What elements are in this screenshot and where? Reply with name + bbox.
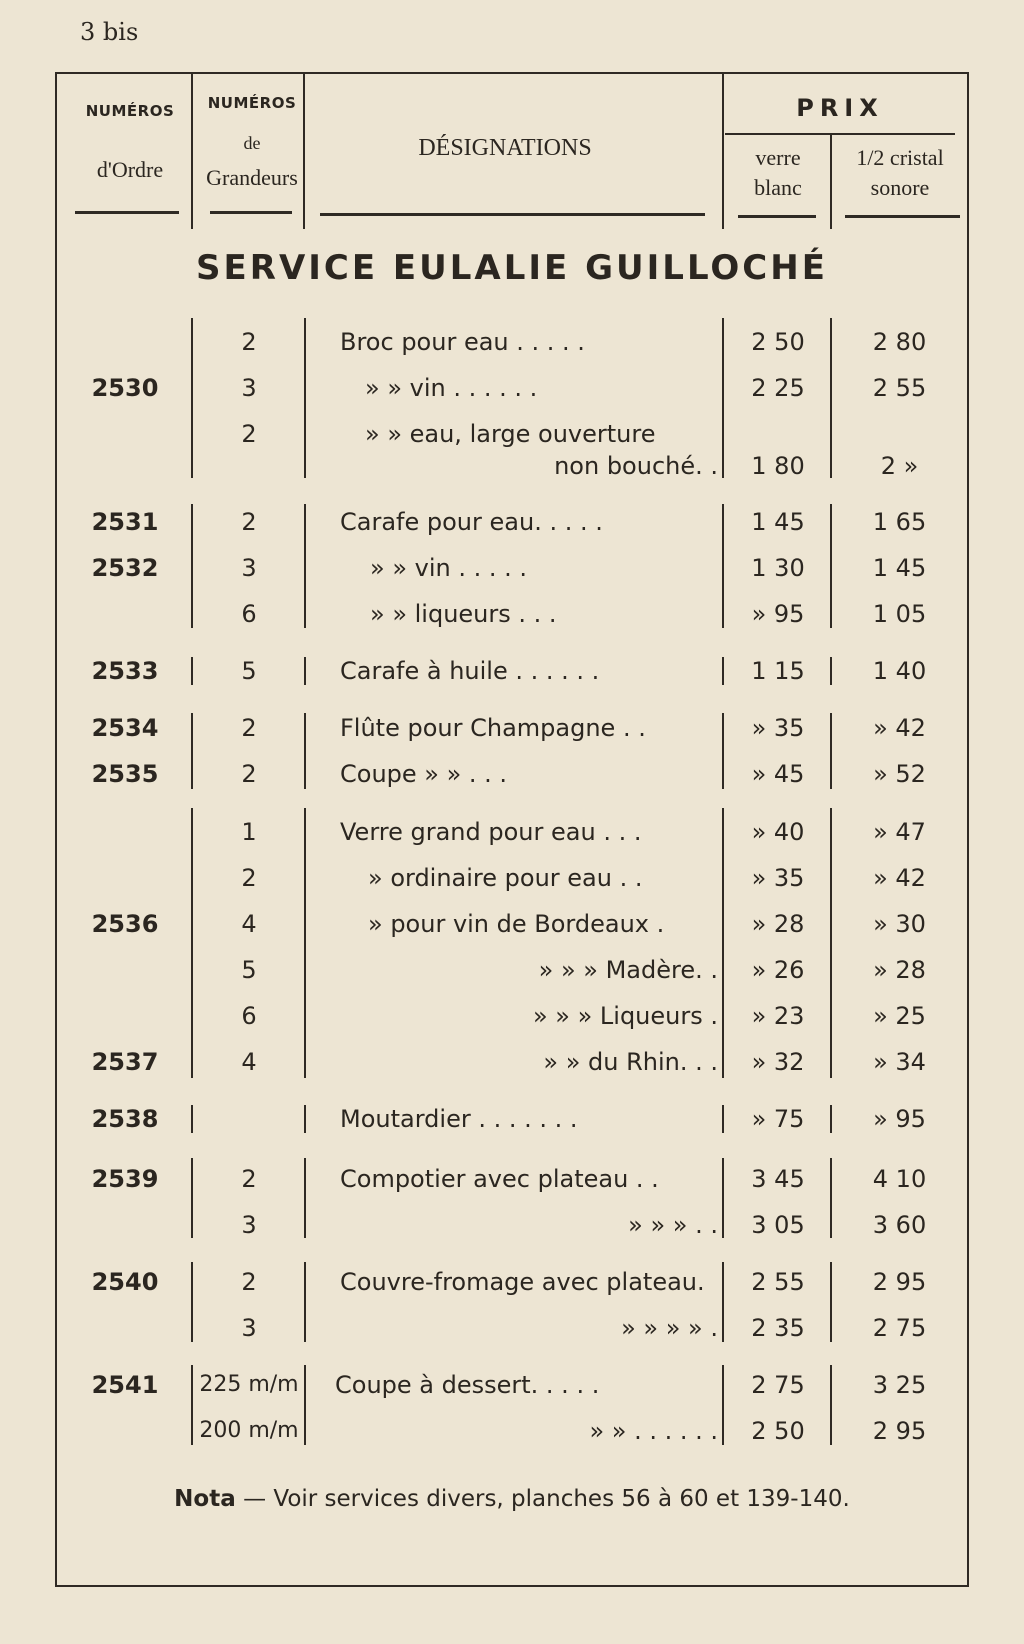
size-number: 225 m/m	[199, 1372, 299, 1397]
price-verre-blanc: » 35	[751, 864, 805, 892]
designation: » » liqueurs . . .	[370, 600, 557, 628]
designation: non bouché. .	[554, 452, 718, 480]
table-row	[0, 1363, 1024, 1407]
price-verre-blanc: » 45	[751, 760, 805, 788]
order-number: 2537	[91, 1048, 159, 1076]
size-number	[193, 1097, 305, 1141]
header-ordre-1: NUMÉROS	[85, 102, 175, 120]
price-verre-blanc: 1 30	[751, 554, 805, 582]
price-demi-cristal: 1 40	[872, 657, 927, 685]
price-verre-blanc: 1 80	[751, 452, 805, 480]
price-verre-blanc: » 95	[751, 600, 805, 628]
order-number	[55, 1306, 195, 1350]
designation: » » » Madère. .	[538, 956, 718, 984]
table-row	[0, 649, 1024, 693]
price-demi-cristal: 1 65	[872, 508, 927, 536]
price-verre-blanc: 1 45	[751, 508, 805, 536]
table-row	[0, 1260, 1024, 1304]
designation: » » du Rhin. . .	[543, 1048, 718, 1076]
price-verre-blanc: 3 45	[751, 1165, 805, 1193]
order-number	[55, 592, 195, 636]
table-row	[0, 1040, 1024, 1084]
price-verre-blanc: » 28	[751, 910, 805, 938]
header-prix: PRIX	[796, 94, 884, 122]
header-col-divider	[722, 74, 724, 229]
price-demi-cristal: 2 95	[872, 1268, 927, 1296]
size-number: 3	[241, 1211, 257, 1239]
order-number: 2532	[91, 554, 159, 582]
designation: » » » » .	[621, 1314, 718, 1342]
order-number	[55, 1409, 195, 1453]
table-row	[0, 902, 1024, 946]
order-number: 2536	[91, 910, 159, 938]
price-demi-cristal: » 30	[873, 910, 926, 938]
size-number: 2	[241, 508, 257, 536]
designation: Coupe » » . . .	[340, 760, 508, 788]
header-cristal-2: sonore	[870, 175, 930, 200]
price-demi-cristal: » 25	[873, 1002, 926, 1030]
table-row	[0, 810, 1024, 854]
header-underline	[320, 213, 705, 216]
size-number	[193, 444, 305, 488]
price-verre-blanc: » 35	[751, 714, 805, 742]
header-verre-1: verre	[755, 145, 801, 170]
price-verre-blanc: 2 35	[751, 1314, 805, 1342]
nota-text: — Voir services divers, planches 56 à 60 et 139-140.	[243, 1486, 850, 1512]
size-number: 6	[241, 600, 257, 628]
prix-underline	[725, 133, 955, 135]
size-number: 200 m/m	[199, 1418, 299, 1443]
price-demi-cristal: » 28	[873, 956, 926, 984]
header-underline	[210, 211, 292, 214]
price-verre-blanc: » 75	[751, 1105, 805, 1133]
service-title: SERVICE EULALIE GUILLOCHÉ	[196, 248, 828, 288]
price-demi-cristal: » 34	[873, 1048, 926, 1076]
price-verre-blanc: 2 25	[751, 374, 805, 402]
size-number: 3	[241, 1314, 257, 1342]
order-number: 2530	[91, 374, 159, 402]
header-underline	[738, 215, 816, 218]
designation: » » vin . . . . .	[370, 554, 527, 582]
price-demi-cristal: » 42	[873, 864, 926, 892]
size-number: 5	[241, 657, 257, 685]
designation: Broc pour eau . . . . .	[340, 328, 585, 356]
price-demi-cristal: 1 45	[872, 554, 927, 582]
designation: » pour vin de Bordeaux .	[368, 910, 665, 938]
designation: Compotier avec plateau . .	[340, 1165, 659, 1193]
order-number	[55, 948, 195, 992]
nota-label: Nota	[174, 1486, 236, 1512]
designation: Couvre-fromage avec plateau.	[340, 1268, 705, 1296]
price-demi-cristal: 2 55	[872, 374, 927, 402]
table-row	[0, 706, 1024, 750]
header-grandeur-1: NUMÉROS	[207, 94, 297, 112]
size-number: 2	[241, 760, 257, 788]
size-number: 3	[241, 554, 257, 582]
size-number: 1	[241, 818, 257, 846]
table-row	[0, 856, 1024, 900]
price-demi-cristal: » 47	[873, 818, 926, 846]
order-number: 2540	[91, 1268, 159, 1296]
size-number: 2	[241, 328, 257, 356]
order-number	[55, 444, 195, 488]
price-demi-cristal: 2 75	[872, 1314, 927, 1342]
table-row	[0, 500, 1024, 544]
price-verre-blanc: 1 15	[751, 657, 805, 685]
table-row	[0, 444, 1024, 488]
price-verre-blanc: 2 50	[751, 1417, 805, 1445]
table-row	[0, 1203, 1024, 1247]
size-number: 2	[241, 864, 257, 892]
price-demi-cristal: 3 60	[872, 1211, 927, 1239]
designation: » ordinaire pour eau . .	[368, 864, 643, 892]
size-number: 3	[241, 374, 257, 402]
designation: Moutardier . . . . . . .	[340, 1105, 578, 1133]
order-number: 2534	[91, 714, 159, 742]
designation: » » » . .	[628, 1211, 718, 1239]
table-row	[0, 546, 1024, 590]
header-cristal-1: 1/2 cristal	[856, 145, 944, 170]
order-number: 2539	[91, 1165, 159, 1193]
price-demi-cristal: 4 10	[872, 1165, 927, 1193]
price-demi-cristal: » 95	[873, 1105, 926, 1133]
header-ordre-2: d'Ordre	[96, 157, 164, 182]
size-number: 2	[241, 1268, 257, 1296]
designation: Carafe à huile . . . . . .	[340, 657, 600, 685]
price-verre-blanc: » 26	[751, 956, 805, 984]
price-verre-blanc: » 23	[751, 1002, 805, 1030]
header-underline	[75, 211, 179, 214]
table-row	[0, 752, 1024, 796]
header-col-divider	[303, 74, 305, 229]
header-underline	[845, 215, 960, 218]
table-row	[0, 1409, 1024, 1453]
nota-line	[0, 1486, 1024, 1512]
price-demi-cristal: » 52	[873, 760, 926, 788]
price-verre-blanc: » 32	[751, 1048, 805, 1076]
size-number: 4	[241, 1048, 257, 1076]
header-grandeur-3: Grandeurs	[206, 165, 298, 190]
price-demi-cristal: 2 80	[872, 328, 927, 356]
table-row	[0, 994, 1024, 1038]
header-verre-2: blanc	[754, 175, 802, 200]
price-verre-blanc: 2 75	[751, 1371, 805, 1399]
order-number	[55, 1203, 195, 1247]
header-grandeur-2: de	[243, 133, 261, 153]
order-number: 2531	[91, 508, 159, 536]
order-number: 2541	[91, 1371, 159, 1399]
order-number: 2533	[91, 657, 159, 685]
price-demi-cristal: 2 95	[872, 1417, 927, 1445]
order-number	[55, 856, 195, 900]
order-number	[55, 320, 195, 364]
designation: Verre grand pour eau . . .	[340, 818, 642, 846]
table-row	[0, 366, 1024, 410]
price-demi-cristal: 2 »	[880, 452, 919, 480]
price-verre-blanc: » 40	[751, 818, 805, 846]
table-row	[0, 1157, 1024, 1201]
size-number: 2	[241, 420, 257, 448]
designation: » » » Liqueurs .	[532, 1002, 718, 1030]
table-row	[0, 1097, 1024, 1141]
table-row	[0, 948, 1024, 992]
order-number: 2535	[91, 760, 159, 788]
price-demi-cristal: 3 25	[872, 1371, 927, 1399]
designation: Coupe à dessert. . . . .	[335, 1371, 600, 1399]
table-row	[0, 592, 1024, 636]
page-number: 3 bis	[80, 18, 139, 46]
header-designations: DÉSIGNATIONS	[418, 135, 592, 161]
price-verre-blanc: 2 55	[751, 1268, 805, 1296]
order-number	[55, 994, 195, 1038]
designation: » » vin . . . . . .	[365, 374, 538, 402]
designation: » » . . . . . .	[589, 1417, 718, 1445]
price-verre-blanc: 2 50	[751, 328, 805, 356]
header-col-divider	[191, 74, 193, 229]
designation: » » eau, large ouverture	[365, 420, 656, 448]
size-number: 4	[241, 910, 257, 938]
size-number: 6	[241, 1002, 257, 1030]
header-col-divider	[830, 134, 832, 229]
designation: Carafe pour eau. . . . .	[340, 508, 603, 536]
designation: Flûte pour Champagne . .	[340, 714, 646, 742]
price-demi-cristal: » 42	[873, 714, 926, 742]
table-row	[0, 1306, 1024, 1350]
size-number: 2	[241, 1165, 257, 1193]
table-row	[0, 320, 1024, 364]
order-number: 2538	[91, 1105, 159, 1133]
size-number: 2	[241, 714, 257, 742]
size-number: 5	[241, 956, 257, 984]
price-verre-blanc: 3 05	[751, 1211, 805, 1239]
price-demi-cristal: 1 05	[872, 600, 927, 628]
order-number	[55, 810, 195, 854]
